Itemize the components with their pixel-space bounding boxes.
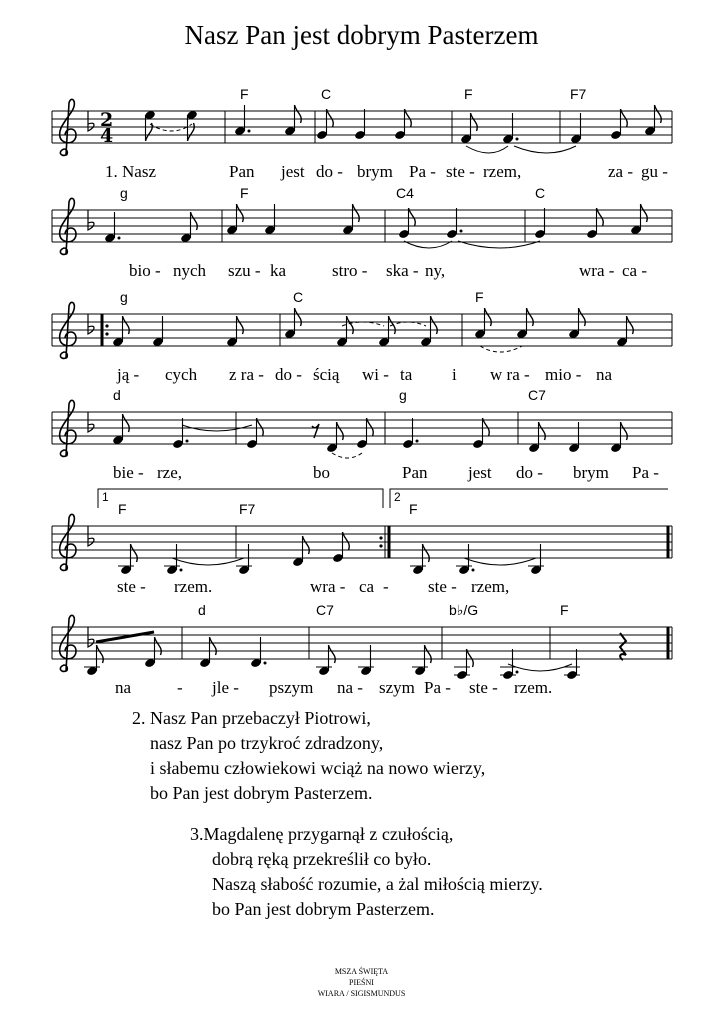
lyric-syllable: - [383,577,389,596]
note-flag [237,316,244,334]
note-flag [123,414,130,432]
note-flag [146,123,153,141]
lyric-syllable: - [177,678,183,697]
lyric-syllable: bio - [129,261,161,280]
lyric-syllable: jle - [212,678,239,697]
note-flag [329,645,336,663]
note-flag [131,544,138,562]
slur [464,558,536,565]
note-flag [327,109,334,127]
note-flag [97,645,104,663]
repeat-dot [105,332,108,335]
chord-symbol: F [475,289,484,305]
dot [186,440,189,443]
lyric-syllable: Pa - [424,678,451,697]
lyric-syllable: pszym [269,678,314,697]
note-flag [621,422,628,440]
lyric-syllable: jest [281,162,305,181]
flat-sign-icon [88,210,94,230]
note-flag [295,308,302,326]
note-flag [641,204,648,222]
staff-system-4 [52,387,672,482]
note-flag [431,316,438,334]
chord-symbol: F [118,501,127,517]
song-title: Nasz Pan jest dobrym Pasterzem [184,20,539,50]
chord-symbol: C [535,185,546,201]
staff-system-2 [52,185,672,280]
lyric-syllable: rzem, [483,162,522,181]
lyric-syllable: bo [313,463,330,482]
note-flag [597,208,604,226]
lyric-syllable: bie - [113,463,144,482]
lyric-syllable: stro - [332,261,368,280]
dot [472,569,475,572]
volta-bracket-2 [390,489,668,508]
note-flag [405,109,412,127]
lyric-syllable: brym [573,463,609,482]
chord-symbol: C4 [396,185,414,201]
lyric-syllable: jest [468,463,492,482]
note-flag [257,418,264,436]
verse-2 [132,706,485,806]
slur [342,322,384,326]
note-beam [96,632,154,642]
note-flag [425,645,432,663]
chord-symbol: g [399,387,407,403]
chord-symbol: C [321,86,332,102]
chord-symbol: C7 [528,387,546,403]
staff-system-1 [52,86,672,181]
footer-line-1: MSZA ŚWIĘTA [334,967,389,976]
note-flag [423,544,430,562]
chord-symbol: F [464,86,473,102]
verse-3-line-3: Naszą słabość rozumie, a żal miłością mierzy. [212,874,543,894]
lyric-syllable: ste - [117,577,146,596]
chord-symbol: F [240,185,249,201]
verse-3-line-1: 3.Magdalenę przygarnął z czułością, [190,824,454,844]
footer-line-2: PIEŚNI [349,978,374,987]
lyric-syllable: rzem, [471,577,510,596]
note-flag [471,113,478,131]
dot [460,230,463,233]
note-flag [485,308,492,326]
lyric-syllable: mio - [545,365,582,384]
slur [332,453,362,458]
chord-symbol: F7 [570,86,587,102]
lyric-syllable: ścią [313,365,340,384]
lyric-syllable: rze, [157,463,183,482]
footer-line-3: WIARA / SIGISMUNDUS [317,989,406,998]
lyric-syllable: ste - [428,577,457,596]
lyric-syllable: na - [337,678,363,697]
lyric-syllable: ste - [469,678,498,697]
lyric-syllable: z ra - [229,365,264,384]
chord-symbol: F [409,501,418,517]
repeat-dot [105,324,108,327]
chord-symbol: F7 [239,501,256,517]
chord-symbol: g [120,289,128,305]
verse-2-line-3: i słabemu człowiekowi wciąż na nowo wierzy, [150,758,486,778]
dot [516,671,519,674]
verse-3 [190,822,543,922]
note-flag [303,536,310,554]
chord-symbol: F [560,602,569,618]
lyric-syllable: brym [357,162,393,181]
lyric-syllable: Pa - [409,162,436,181]
note-flag [367,418,374,436]
lyric-syllable: szym [379,678,415,697]
lyric-syllable: wi - [362,365,389,384]
lyric-syllable: do - [275,365,302,384]
dot [264,662,267,665]
quarter-rest-icon [620,633,626,660]
slur [390,322,426,326]
dot [118,237,121,240]
slur [466,146,508,153]
lyric-syllable: rzem. [174,577,213,596]
dot [516,138,519,141]
lyric-syllable: ska - [386,261,419,280]
lyric-syllable: ca [359,577,375,596]
note-flag [188,123,195,141]
volta-number-2: 2 [394,490,401,504]
dot [248,130,251,133]
note-flag [627,316,634,334]
lyric-syllable: Pan [229,162,255,181]
lyric-syllable: rzem. [514,678,553,697]
lyric-syllable: ny, [425,261,446,280]
lyric-syllable: ka [270,261,287,280]
lyric-syllable: do - [316,162,343,181]
chord-symbol: F [240,86,249,102]
chord-symbol: d [113,387,121,403]
lyric-syllable: 1. Nasz [105,162,156,181]
dot [416,440,419,443]
note-flag [237,204,244,222]
lyric-syllable: za - [608,162,634,181]
lyric-syllable: w ra - [490,365,530,384]
note-flag [295,105,302,123]
note-flag [123,316,130,334]
verse-2-line-1: 2. Nasz Pan przebaczył Piotrowi, [132,708,371,728]
flat-sign-icon [88,111,94,131]
lyric-syllable: do - [516,463,543,482]
lyric-syllable: ją - [117,365,140,384]
verse-2-line-4: bo Pan jest dobrym Pasterzem. [150,783,373,803]
flat-sign-icon [88,412,94,432]
note-flag [191,212,198,230]
lyric-syllable: wra - [310,577,346,596]
flat-sign-icon [88,526,94,546]
staff-system-6 [52,602,672,697]
lyric-syllable: ta [400,365,413,384]
slur [514,146,576,153]
verse-3-line-4: bo Pan jest dobrym Pasterzem. [212,899,435,919]
lyric-syllable: wra - [579,261,615,280]
chord-symbol: d [198,602,206,618]
flat-sign-icon [88,314,94,334]
lyric-syllable: ca - [622,261,648,280]
note-flag [343,532,350,550]
lyric-syllable: nych [173,261,207,280]
slur [480,346,522,352]
verse-2-line-2: nasz Pan po trzykroć zdradzony, [150,733,384,753]
note-flag [210,637,217,655]
chord-symbol: C [293,289,304,305]
note-flag [483,418,490,436]
staff-systems [52,86,672,697]
lyric-syllable: szu - [228,261,261,280]
note-flag [347,316,354,334]
note-flag [155,637,162,655]
staff-system-5 [52,489,672,596]
slur [508,664,572,671]
note-flag [337,422,344,440]
slur [172,558,244,565]
lyric-syllable: i [452,365,457,384]
footer [0,966,723,999]
note-flag [655,105,662,123]
note-flag [353,204,360,222]
repeat-dot [379,536,382,539]
lyric-syllable: Pan [402,463,428,482]
note-flag [579,308,586,326]
flat-sign-icon [88,627,94,647]
lyric-syllable: ste - [446,162,475,181]
lyric-syllable: Pa - [632,463,659,482]
time-signature-top: 2 [100,109,114,131]
note-flag [621,109,628,127]
lyric-syllable: gu - [641,162,668,181]
dot [180,569,183,572]
lyric-syllable: na [596,365,613,384]
time-signature-bottom: 4 [100,125,114,147]
verse-3-line-2: dobrą ręką przekreślił co było. [212,849,432,869]
note-flag [467,649,474,667]
note-flag [409,208,416,226]
chord-symbol: b♭/G [449,602,479,618]
repeat-dot [379,544,382,547]
lyric-syllable: na [115,678,132,697]
chord-symbol: C7 [316,602,334,618]
chord-symbol: g [120,185,128,201]
note-flag [539,422,546,440]
volta-number-1: 1 [102,490,109,504]
lyric-syllable: cych [165,365,198,384]
note-flag [527,308,534,326]
staff-system-3 [52,289,672,384]
